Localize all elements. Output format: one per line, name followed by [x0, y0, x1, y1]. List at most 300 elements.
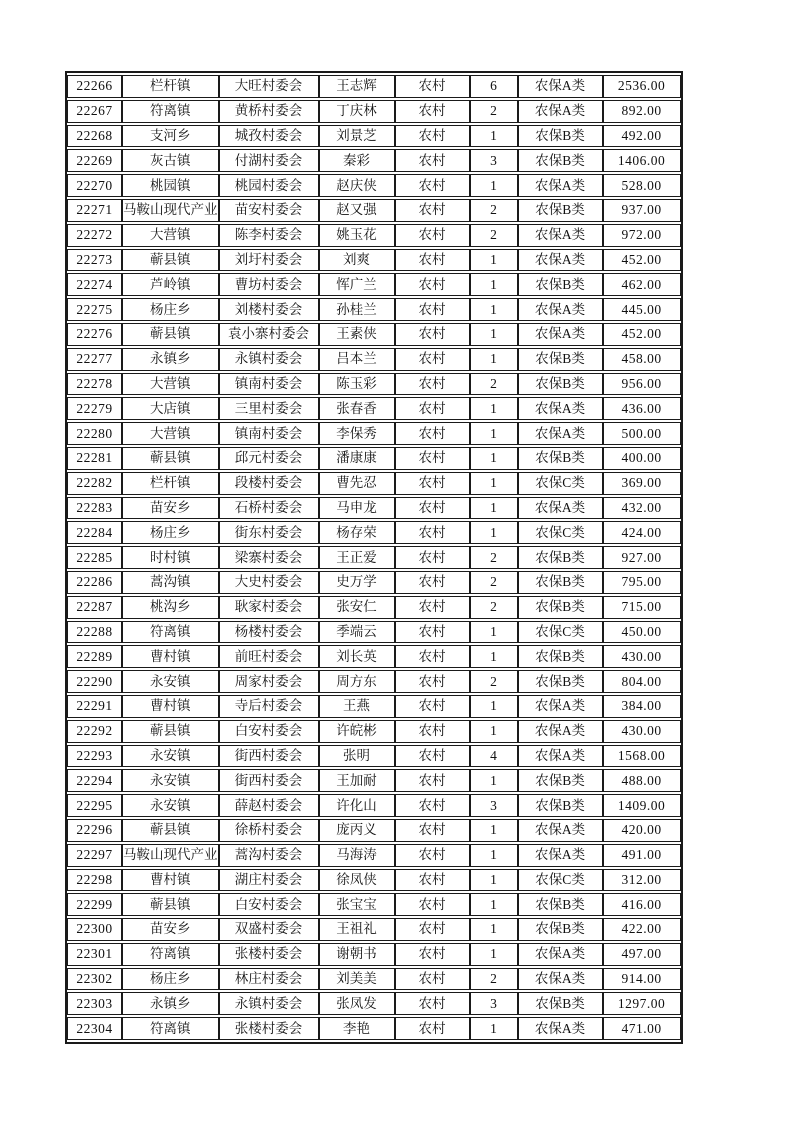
cell-amount: 462.00 — [603, 273, 681, 296]
cell-record-id: 22285 — [67, 546, 122, 569]
cell-count: 3 — [470, 149, 518, 172]
cell-town: 时村镇 — [122, 546, 219, 569]
cell-person-name: 恽广兰 — [319, 273, 395, 296]
cell-amount: 500.00 — [603, 422, 681, 445]
cell-residence-type: 农村 — [395, 149, 470, 172]
cell-insurance-category: 农保A类 — [518, 943, 603, 966]
cell-count: 1 — [470, 298, 518, 321]
cell-residence-type: 农村 — [395, 769, 470, 792]
cell-person-name: 潘康康 — [319, 447, 395, 470]
cell-insurance-category: 农保B类 — [518, 769, 603, 792]
cell-insurance-category: 农保B类 — [518, 645, 603, 668]
cell-record-id: 22271 — [67, 199, 122, 222]
table-row — [67, 447, 681, 470]
cell-residence-type: 农村 — [395, 397, 470, 420]
table-row — [67, 224, 681, 247]
cell-amount: 452.00 — [603, 249, 681, 272]
cell-count: 1 — [470, 893, 518, 916]
cell-count: 1 — [470, 695, 518, 718]
cell-person-name: 秦彩 — [319, 149, 395, 172]
cell-person-name: 王加耐 — [319, 769, 395, 792]
cell-person-name: 张安仁 — [319, 596, 395, 619]
cell-insurance-category: 农保B类 — [518, 918, 603, 941]
cell-village-committee: 邱元村委会 — [219, 447, 319, 470]
cell-amount: 452.00 — [603, 323, 681, 346]
table-row — [67, 992, 681, 1015]
cell-count: 1 — [470, 844, 518, 867]
cell-count: 1 — [470, 645, 518, 668]
cell-village-committee: 桃园村委会 — [219, 174, 319, 197]
cell-record-id: 22281 — [67, 447, 122, 470]
cell-residence-type: 农村 — [395, 125, 470, 148]
cell-town: 大营镇 — [122, 422, 219, 445]
cell-amount: 488.00 — [603, 769, 681, 792]
cell-residence-type: 农村 — [395, 670, 470, 693]
cell-town: 马鞍山现代产业 — [122, 844, 219, 867]
cell-town: 永安镇 — [122, 794, 219, 817]
cell-count: 2 — [470, 596, 518, 619]
cell-count: 1 — [470, 720, 518, 743]
cell-record-id: 22278 — [67, 373, 122, 396]
cell-residence-type: 农村 — [395, 174, 470, 197]
cell-amount: 422.00 — [603, 918, 681, 941]
cell-person-name: 李艳 — [319, 1017, 395, 1040]
cell-person-name: 杨存荣 — [319, 521, 395, 544]
cell-insurance-category: 农保B类 — [518, 373, 603, 396]
table-row — [67, 943, 681, 966]
cell-record-id: 22290 — [67, 670, 122, 693]
cell-count: 1 — [470, 621, 518, 644]
cell-village-committee: 白安村委会 — [219, 720, 319, 743]
cell-person-name: 庞丙义 — [319, 819, 395, 842]
cell-count: 1 — [470, 497, 518, 520]
cell-amount: 471.00 — [603, 1017, 681, 1040]
cell-residence-type: 农村 — [395, 199, 470, 222]
cell-count: 3 — [470, 794, 518, 817]
cell-count: 1 — [470, 125, 518, 148]
cell-town: 曹村镇 — [122, 695, 219, 718]
cell-village-committee: 付湖村委会 — [219, 149, 319, 172]
cell-count: 1 — [470, 273, 518, 296]
cell-village-committee: 袁小寨村委会 — [219, 323, 319, 346]
cell-residence-type: 农村 — [395, 224, 470, 247]
cell-record-id: 22282 — [67, 472, 122, 495]
cell-person-name: 孙桂兰 — [319, 298, 395, 321]
cell-insurance-category: 农保B类 — [518, 273, 603, 296]
table-row — [67, 968, 681, 991]
cell-village-committee: 段楼村委会 — [219, 472, 319, 495]
cell-amount: 892.00 — [603, 100, 681, 123]
cell-record-id: 22276 — [67, 323, 122, 346]
cell-residence-type: 农村 — [395, 596, 470, 619]
cell-insurance-category: 农保B类 — [518, 893, 603, 916]
cell-residence-type: 农村 — [395, 472, 470, 495]
cell-insurance-category: 农保A类 — [518, 422, 603, 445]
table-row — [67, 472, 681, 495]
cell-count: 2 — [470, 199, 518, 222]
cell-count: 1 — [470, 472, 518, 495]
cell-residence-type: 农村 — [395, 323, 470, 346]
table-row — [67, 422, 681, 445]
cell-village-committee: 林庄村委会 — [219, 968, 319, 991]
cell-record-id: 22280 — [67, 422, 122, 445]
cell-town: 蕲县镇 — [122, 893, 219, 916]
cell-insurance-category: 农保B类 — [518, 992, 603, 1015]
cell-record-id: 22304 — [67, 1017, 122, 1040]
cell-insurance-category: 农保A类 — [518, 397, 603, 420]
cell-town: 蒿沟镇 — [122, 571, 219, 594]
cell-residence-type: 农村 — [395, 273, 470, 296]
cell-record-id: 22269 — [67, 149, 122, 172]
cell-town: 符离镇 — [122, 943, 219, 966]
cell-amount: 795.00 — [603, 571, 681, 594]
cell-village-committee: 曹坊村委会 — [219, 273, 319, 296]
cell-amount: 492.00 — [603, 125, 681, 148]
cell-person-name: 李保秀 — [319, 422, 395, 445]
cell-person-name: 王志辉 — [319, 75, 395, 98]
table-row — [67, 720, 681, 743]
cell-residence-type: 农村 — [395, 893, 470, 916]
table-row — [67, 918, 681, 941]
cell-village-committee: 街西村委会 — [219, 745, 319, 768]
cell-town: 大营镇 — [122, 224, 219, 247]
cell-person-name: 许皖彬 — [319, 720, 395, 743]
cell-town: 苗安乡 — [122, 497, 219, 520]
table-row — [67, 844, 681, 867]
cell-village-committee: 镇南村委会 — [219, 422, 319, 445]
cell-record-id: 22297 — [67, 844, 122, 867]
cell-person-name: 赵庆侠 — [319, 174, 395, 197]
cell-person-name: 谢朝书 — [319, 943, 395, 966]
cell-count: 1 — [470, 943, 518, 966]
cell-insurance-category: 农保A类 — [518, 249, 603, 272]
cell-record-id: 22284 — [67, 521, 122, 544]
cell-town: 永安镇 — [122, 769, 219, 792]
cell-person-name: 姚玉花 — [319, 224, 395, 247]
table-row — [67, 893, 681, 916]
cell-amount: 432.00 — [603, 497, 681, 520]
cell-count: 1 — [470, 422, 518, 445]
cell-residence-type: 农村 — [395, 943, 470, 966]
cell-count: 1 — [470, 521, 518, 544]
cell-person-name: 王正爱 — [319, 546, 395, 569]
cell-village-committee: 城孜村委会 — [219, 125, 319, 148]
cell-village-committee: 刘圩村委会 — [219, 249, 319, 272]
table-body — [67, 75, 681, 1040]
cell-count: 1 — [470, 918, 518, 941]
cell-person-name: 张宝宝 — [319, 893, 395, 916]
cell-residence-type: 农村 — [395, 249, 470, 272]
cell-person-name: 张春香 — [319, 397, 395, 420]
cell-residence-type: 农村 — [395, 745, 470, 768]
table-row — [67, 348, 681, 371]
table-row — [67, 199, 681, 222]
cell-person-name: 徐凤侠 — [319, 869, 395, 892]
cell-record-id: 22300 — [67, 918, 122, 941]
cell-residence-type: 农村 — [395, 373, 470, 396]
cell-insurance-category: 农保A类 — [518, 323, 603, 346]
cell-person-name: 许化山 — [319, 794, 395, 817]
cell-record-id: 22295 — [67, 794, 122, 817]
table-row — [67, 819, 681, 842]
cell-town: 永安镇 — [122, 745, 219, 768]
cell-town: 支河乡 — [122, 125, 219, 148]
cell-village-committee: 镇南村委会 — [219, 373, 319, 396]
cell-village-committee: 张楼村委会 — [219, 1017, 319, 1040]
cell-town: 桃沟乡 — [122, 596, 219, 619]
cell-town: 曹村镇 — [122, 869, 219, 892]
cell-residence-type: 农村 — [395, 75, 470, 98]
cell-amount: 312.00 — [603, 869, 681, 892]
cell-person-name: 周方东 — [319, 670, 395, 693]
cell-amount: 528.00 — [603, 174, 681, 197]
cell-residence-type: 农村 — [395, 621, 470, 644]
cell-record-id: 22288 — [67, 621, 122, 644]
cell-insurance-category: 农保B类 — [518, 447, 603, 470]
cell-amount: 1406.00 — [603, 149, 681, 172]
cell-person-name: 张明 — [319, 745, 395, 768]
table-row — [67, 373, 681, 396]
cell-amount: 804.00 — [603, 670, 681, 693]
cell-record-id: 22286 — [67, 571, 122, 594]
cell-village-committee: 双盛村委会 — [219, 918, 319, 941]
cell-insurance-category: 农保B类 — [518, 670, 603, 693]
cell-amount: 430.00 — [603, 720, 681, 743]
cell-amount: 1409.00 — [603, 794, 681, 817]
cell-insurance-category: 农保C类 — [518, 869, 603, 892]
cell-amount: 2536.00 — [603, 75, 681, 98]
cell-count: 1 — [470, 174, 518, 197]
cell-village-committee: 三里村委会 — [219, 397, 319, 420]
cell-amount: 420.00 — [603, 819, 681, 842]
cell-record-id: 22266 — [67, 75, 122, 98]
cell-record-id: 22291 — [67, 695, 122, 718]
cell-residence-type: 农村 — [395, 844, 470, 867]
cell-person-name: 王燕 — [319, 695, 395, 718]
cell-residence-type: 农村 — [395, 100, 470, 123]
cell-village-committee: 街东村委会 — [219, 521, 319, 544]
cell-record-id: 22268 — [67, 125, 122, 148]
cell-person-name: 赵又强 — [319, 199, 395, 222]
cell-town: 蕲县镇 — [122, 720, 219, 743]
cell-person-name: 曹先忍 — [319, 472, 395, 495]
table-row — [67, 769, 681, 792]
cell-town: 杨庄乡 — [122, 298, 219, 321]
cell-insurance-category: 农保B类 — [518, 348, 603, 371]
cell-insurance-category: 农保A类 — [518, 1017, 603, 1040]
cell-village-committee: 杨楼村委会 — [219, 621, 319, 644]
table-row — [67, 745, 681, 768]
table-row — [67, 794, 681, 817]
cell-insurance-category: 农保B类 — [518, 149, 603, 172]
cell-count: 2 — [470, 571, 518, 594]
cell-person-name: 刘长英 — [319, 645, 395, 668]
table-row — [67, 869, 681, 892]
cell-town: 桃园镇 — [122, 174, 219, 197]
cell-count: 1 — [470, 348, 518, 371]
cell-insurance-category: 农保A类 — [518, 224, 603, 247]
cell-person-name: 吕本兰 — [319, 348, 395, 371]
table-row — [67, 323, 681, 346]
cell-amount: 430.00 — [603, 645, 681, 668]
cell-amount: 458.00 — [603, 348, 681, 371]
cell-residence-type: 农村 — [395, 819, 470, 842]
cell-amount: 445.00 — [603, 298, 681, 321]
cell-amount: 914.00 — [603, 968, 681, 991]
cell-residence-type: 农村 — [395, 645, 470, 668]
cell-record-id: 22303 — [67, 992, 122, 1015]
cell-village-committee: 黄桥村委会 — [219, 100, 319, 123]
cell-count: 1 — [470, 869, 518, 892]
cell-residence-type: 农村 — [395, 546, 470, 569]
cell-insurance-category: 农保A类 — [518, 745, 603, 768]
cell-insurance-category: 农保A类 — [518, 819, 603, 842]
cell-count: 2 — [470, 373, 518, 396]
table-row — [67, 75, 681, 98]
cell-record-id: 22299 — [67, 893, 122, 916]
cell-amount: 384.00 — [603, 695, 681, 718]
cell-town: 杨庄乡 — [122, 521, 219, 544]
cell-insurance-category: 农保C类 — [518, 472, 603, 495]
cell-village-committee: 街西村委会 — [219, 769, 319, 792]
cell-person-name: 张凤发 — [319, 992, 395, 1015]
cell-person-name: 王素侠 — [319, 323, 395, 346]
cell-town: 芦岭镇 — [122, 273, 219, 296]
table-row — [67, 497, 681, 520]
table-row — [67, 546, 681, 569]
cell-village-committee: 刘楼村委会 — [219, 298, 319, 321]
cell-record-id: 22298 — [67, 869, 122, 892]
cell-person-name: 刘美美 — [319, 968, 395, 991]
cell-record-id: 22301 — [67, 943, 122, 966]
cell-record-id: 22274 — [67, 273, 122, 296]
cell-person-name: 马申龙 — [319, 497, 395, 520]
cell-town: 大店镇 — [122, 397, 219, 420]
cell-town: 蕲县镇 — [122, 819, 219, 842]
cell-count: 1 — [470, 1017, 518, 1040]
cell-insurance-category: 农保A类 — [518, 75, 603, 98]
cell-amount: 937.00 — [603, 199, 681, 222]
cell-town: 灰古镇 — [122, 149, 219, 172]
cell-count: 1 — [470, 819, 518, 842]
cell-insurance-category: 农保B类 — [518, 571, 603, 594]
cell-count: 2 — [470, 670, 518, 693]
table-row — [67, 645, 681, 668]
cell-amount: 927.00 — [603, 546, 681, 569]
cell-amount: 715.00 — [603, 596, 681, 619]
cell-village-committee: 永镇村委会 — [219, 348, 319, 371]
cell-person-name: 陈玉彩 — [319, 373, 395, 396]
cell-count: 1 — [470, 769, 518, 792]
cell-village-committee: 梁寨村委会 — [219, 546, 319, 569]
cell-amount: 416.00 — [603, 893, 681, 916]
cell-person-name: 王祖礼 — [319, 918, 395, 941]
table-row — [67, 298, 681, 321]
table-row — [67, 100, 681, 123]
cell-town: 杨庄乡 — [122, 968, 219, 991]
cell-count: 1 — [470, 249, 518, 272]
cell-residence-type: 农村 — [395, 720, 470, 743]
cell-village-committee: 陈李村委会 — [219, 224, 319, 247]
table-row — [67, 249, 681, 272]
cell-insurance-category: 农保A类 — [518, 298, 603, 321]
table-row — [67, 695, 681, 718]
table-row — [67, 174, 681, 197]
cell-amount: 436.00 — [603, 397, 681, 420]
cell-amount: 450.00 — [603, 621, 681, 644]
cell-amount: 972.00 — [603, 224, 681, 247]
cell-record-id: 22279 — [67, 397, 122, 420]
cell-village-committee: 周家村委会 — [219, 670, 319, 693]
cell-town: 永镇乡 — [122, 348, 219, 371]
cell-person-name: 刘景芝 — [319, 125, 395, 148]
cell-count: 6 — [470, 75, 518, 98]
cell-residence-type: 农村 — [395, 918, 470, 941]
cell-village-committee: 前旺村委会 — [219, 645, 319, 668]
cell-town: 永安镇 — [122, 670, 219, 693]
cell-village-committee: 永镇村委会 — [219, 992, 319, 1015]
cell-count: 2 — [470, 100, 518, 123]
cell-amount: 1568.00 — [603, 745, 681, 768]
table-row — [67, 397, 681, 420]
cell-record-id: 22283 — [67, 497, 122, 520]
table-row — [67, 1017, 681, 1040]
cell-insurance-category: 农保A类 — [518, 497, 603, 520]
cell-count: 1 — [470, 447, 518, 470]
cell-residence-type: 农村 — [395, 869, 470, 892]
cell-residence-type: 农村 — [395, 521, 470, 544]
cell-count: 1 — [470, 397, 518, 420]
cell-village-committee: 薛赵村委会 — [219, 794, 319, 817]
cell-village-committee: 寺后村委会 — [219, 695, 319, 718]
cell-record-id: 22293 — [67, 745, 122, 768]
cell-village-committee: 石桥村委会 — [219, 497, 319, 520]
cell-insurance-category: 农保A类 — [518, 174, 603, 197]
cell-residence-type: 农村 — [395, 968, 470, 991]
cell-insurance-category: 农保B类 — [518, 199, 603, 222]
cell-village-committee: 耿家村委会 — [219, 596, 319, 619]
cell-amount: 369.00 — [603, 472, 681, 495]
cell-village-committee: 湖庄村委会 — [219, 869, 319, 892]
cell-town: 蕲县镇 — [122, 249, 219, 272]
cell-village-committee: 张楼村委会 — [219, 943, 319, 966]
cell-insurance-category: 农保A类 — [518, 720, 603, 743]
cell-person-name: 季端云 — [319, 621, 395, 644]
cell-town: 苗安乡 — [122, 918, 219, 941]
cell-record-id: 22287 — [67, 596, 122, 619]
cell-village-committee: 大史村委会 — [219, 571, 319, 594]
cell-town: 永镇乡 — [122, 992, 219, 1015]
cell-insurance-category: 农保A类 — [518, 100, 603, 123]
cell-count: 4 — [470, 745, 518, 768]
cell-amount: 1297.00 — [603, 992, 681, 1015]
cell-insurance-category: 农保C类 — [518, 521, 603, 544]
cell-town: 曹村镇 — [122, 645, 219, 668]
cell-village-committee: 苗安村委会 — [219, 199, 319, 222]
cell-insurance-category: 农保B类 — [518, 794, 603, 817]
cell-record-id: 22302 — [67, 968, 122, 991]
cell-village-committee: 大旺村委会 — [219, 75, 319, 98]
cell-count: 1 — [470, 323, 518, 346]
cell-count: 3 — [470, 992, 518, 1015]
table-row — [67, 670, 681, 693]
cell-record-id: 22292 — [67, 720, 122, 743]
cell-insurance-category: 农保A类 — [518, 695, 603, 718]
cell-town: 符离镇 — [122, 1017, 219, 1040]
cell-residence-type: 农村 — [395, 422, 470, 445]
cell-residence-type: 农村 — [395, 571, 470, 594]
cell-village-committee: 白安村委会 — [219, 893, 319, 916]
